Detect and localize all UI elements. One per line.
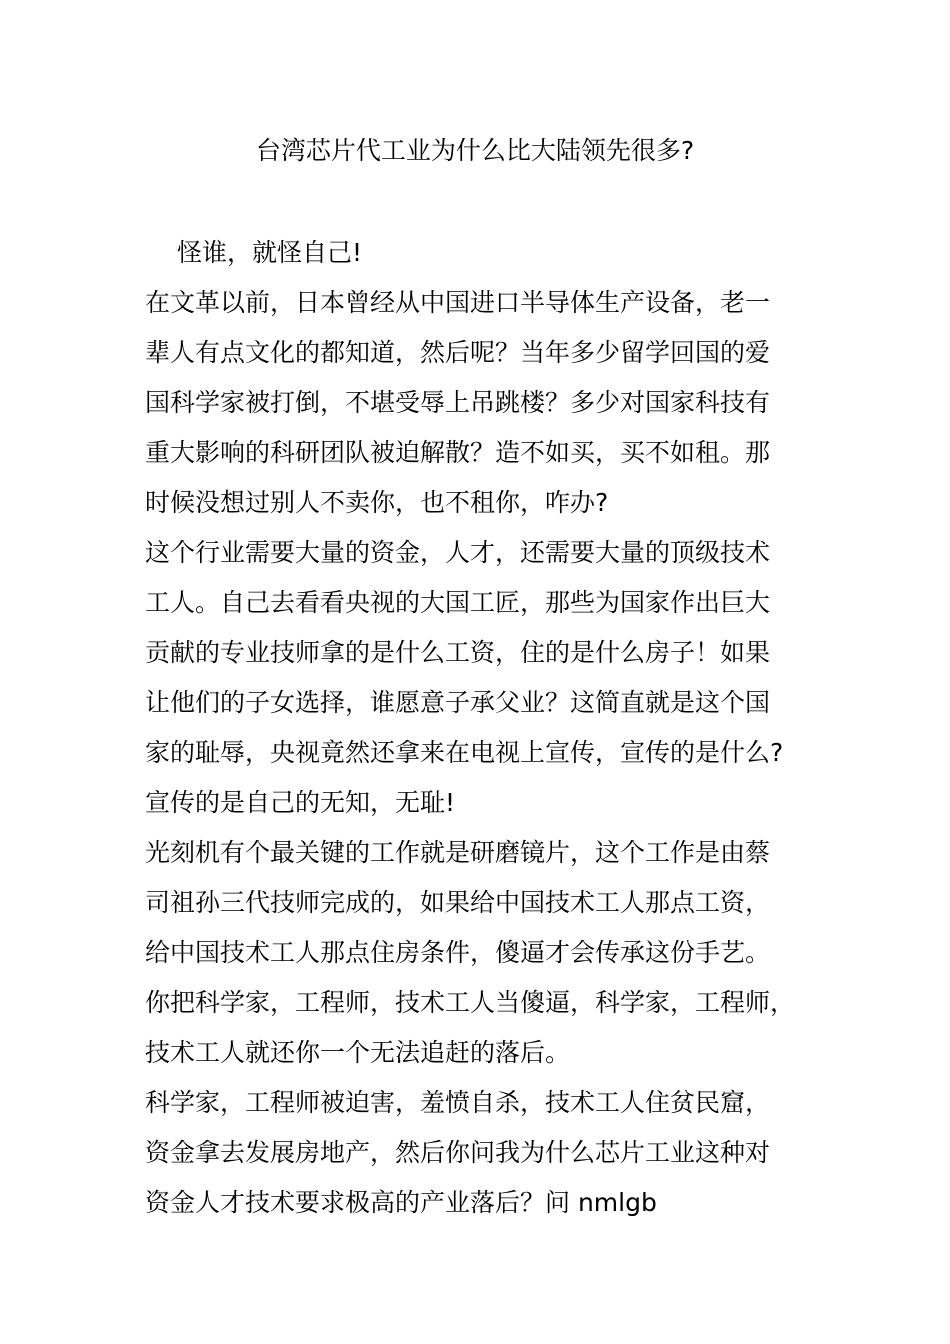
paragraph-line: 给中国技术工人那点住房条件，傻逼才会传承这份手艺。 [145,938,771,967]
paragraph-line: 在文革以前，日本曾经从中国进口半导体生产设备，老一 [145,288,771,317]
paragraph-line: 工人。自己去看看央视的大国工匠，那些为国家作出巨大 [145,588,771,617]
paragraph-line: 贡献的专业技师拿的是什么工资，住的是什么房子！如果 [145,638,771,667]
paragraph-line: 科学家，工程师被迫害，羞愤自杀，技术工人住贫民窟， [145,1088,771,1117]
paragraph-line: 辈人有点文化的都知道，然后呢？当年多少留学回国的爱 [145,338,771,367]
paragraph-line: 资金拿去发展房地产，然后你问我为什么芯片工业这种对 [145,1138,771,1167]
paragraph-line: 怪谁，就怪自己! [177,238,363,267]
paragraph-line: 让他们的子女选择，谁愿意子承父业？这简直就是这个国 [145,688,771,717]
paragraph-line: 宣传的是自己的无知，无耻! [145,788,456,817]
paragraph-line: 重大影响的科研团队被迫解散？造不如买，买不如租。那 [145,438,771,467]
document-body [145,228,805,1228]
paragraph-line: 时候没想过别人不卖你，也不租你，咋办? [145,488,609,517]
paragraph-line: 司祖孙三代技师完成的，如果给中国技术工人那点工资， [145,888,771,917]
paragraph-line: 光刻机有个最关键的工作就是研磨镜片，这个工作是由蔡 [145,838,771,867]
paragraph-line: 资金人才技术要求极高的产业落后？问 nmlgb [145,1188,657,1217]
paragraph-line: 家的耻辱，央视竟然还拿来在电视上宣传，宣传的是什么? [145,738,784,767]
paragraph-line: 技术工人就还你一个无法追赶的落后。 [145,1038,571,1067]
paragraph-line: 国科学家被打倒，不堪受辱上吊跳楼？多少对国家科技有 [145,388,771,417]
document-title: 台湾芯片代工业为什么比大陆领先很多? [255,136,695,165]
paragraph-line: 你把科学家，工程师，技术工人当傻逼，科学家，工程师， [145,988,796,1017]
paragraph-line: 这个行业需要大量的资金，人才，还需要大量的顶级技术 [145,538,771,567]
